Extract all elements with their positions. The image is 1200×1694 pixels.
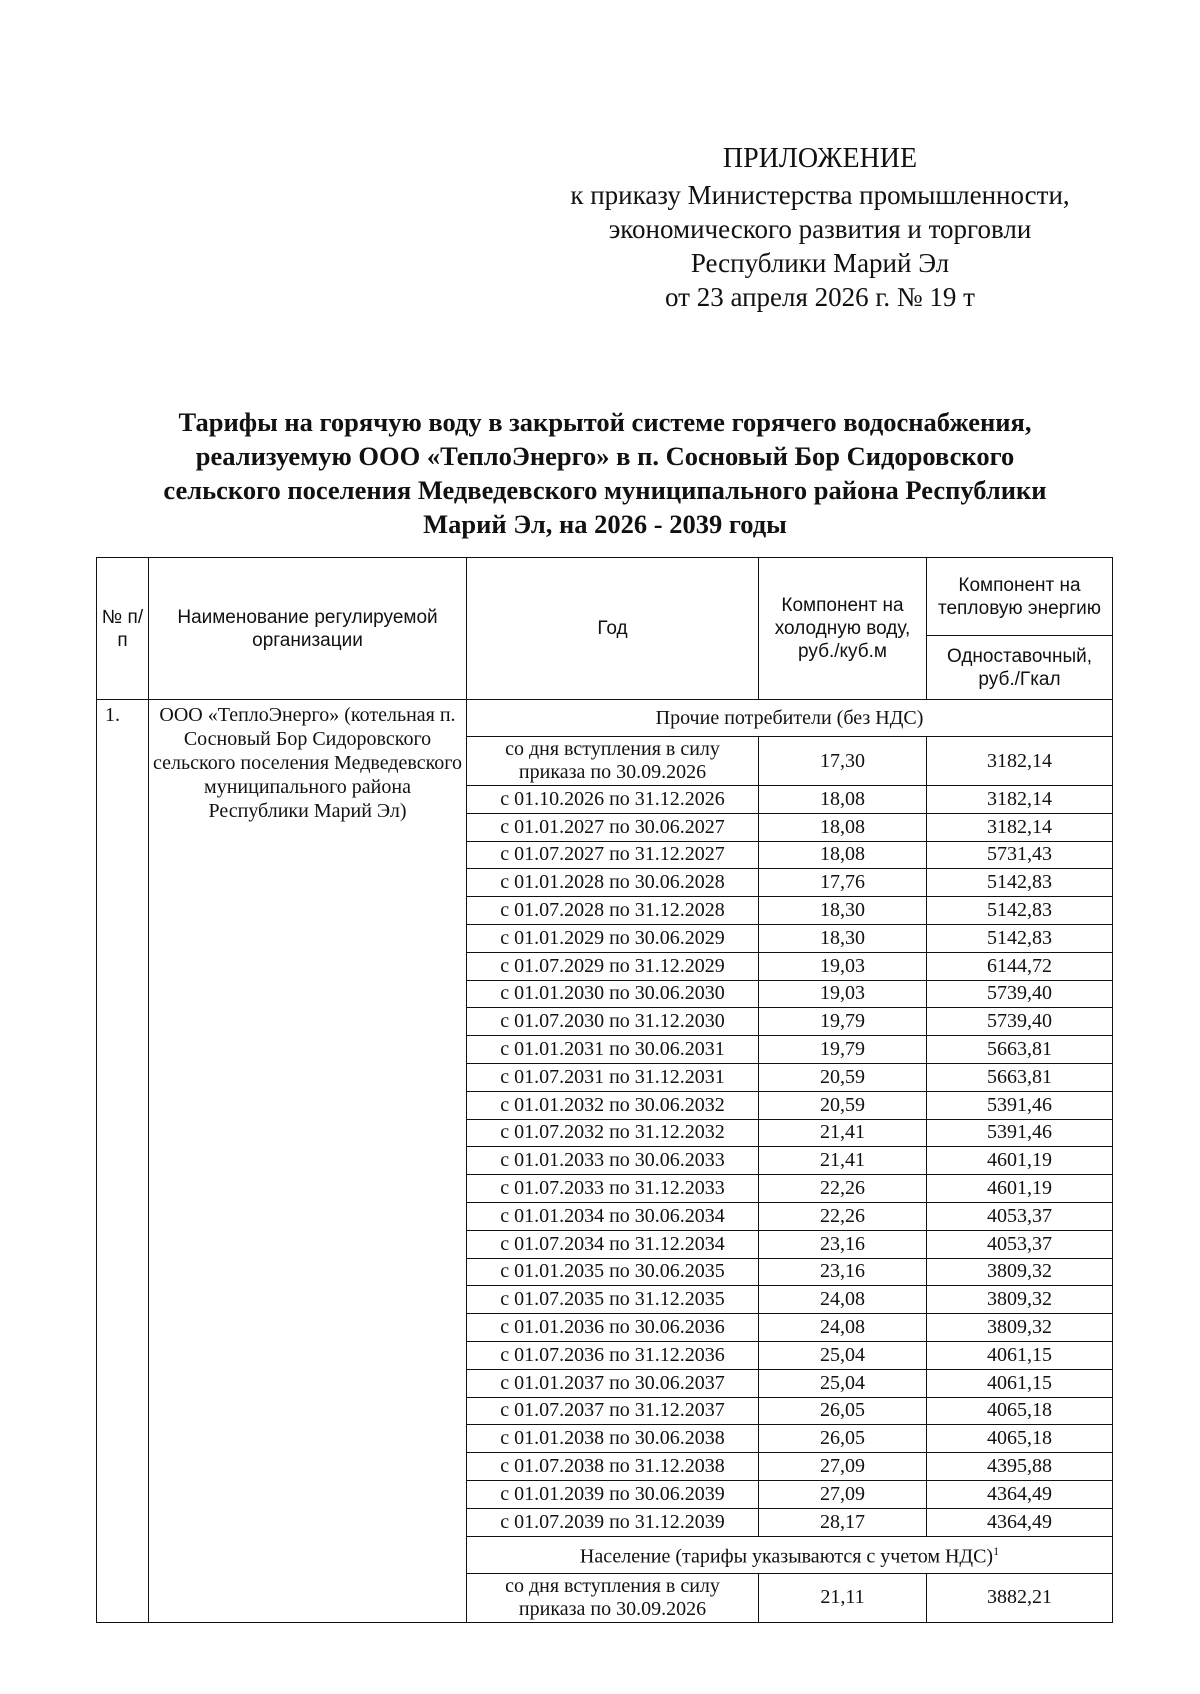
cold-water-cell: 19,03 (759, 980, 927, 1008)
footnote-marker: 1 (993, 1544, 1000, 1559)
document-title (130, 405, 1080, 541)
header-year: Год (467, 558, 759, 700)
period-cell: с 01.07.2034 по 31.12.2034 (467, 1230, 759, 1258)
row-number: 1. (97, 700, 149, 1623)
cold-water-cell: 23,16 (759, 1258, 927, 1286)
appendix-line-4: от 23 апреля 2026 г. № 19 т (665, 282, 975, 312)
cold-water-cell: 22,26 (759, 1202, 927, 1230)
heat-energy-cell: 5391,46 (927, 1091, 1113, 1119)
heat-energy-cell: 5391,46 (927, 1119, 1113, 1147)
period-cell: с 01.01.2032 по 30.06.2032 (467, 1091, 759, 1119)
cold-water-cell: 18,08 (759, 786, 927, 814)
cold-water-cell: 27,09 (759, 1453, 927, 1481)
cold-water-cell: 20,59 (759, 1091, 927, 1119)
heat-energy-cell: 5142,83 (927, 869, 1113, 897)
period-cell: с 01.07.2031 по 31.12.2031 (467, 1063, 759, 1091)
period-cell: с 01.07.2036 по 31.12.2036 (467, 1341, 759, 1369)
appendix-line-1: к приказу Министерства промышленности, (570, 180, 1070, 210)
heat-energy-cell: 4601,19 (927, 1175, 1113, 1203)
cold-water-cell: 21,11 (759, 1573, 927, 1622)
heat-energy-cell: 5731,43 (927, 841, 1113, 869)
heat-energy-cell: 3182,14 (927, 737, 1113, 786)
title-line-1: Тарифы на горячую воду в закрытой системе горячего водоснабжения, (178, 407, 1032, 437)
heat-energy-cell: 4053,37 (927, 1202, 1113, 1230)
cold-water-cell: 17,76 (759, 869, 927, 897)
cold-water-cell: 22,26 (759, 1175, 927, 1203)
cold-water-cell: 26,05 (759, 1425, 927, 1453)
cold-water-cell: 19,79 (759, 1036, 927, 1064)
title-line-3: сельского поселения Медведевского муниципального района Республики (163, 475, 1047, 505)
heat-energy-cell: 5739,40 (927, 1008, 1113, 1036)
period-cell: с 01.01.2031 по 30.06.2031 (467, 1036, 759, 1064)
heat-energy-cell: 4065,18 (927, 1425, 1113, 1453)
header-number: № п/п (97, 558, 149, 700)
heat-energy-cell: 3182,14 (927, 786, 1113, 814)
period-cell: с 01.07.2039 по 31.12.2039 (467, 1508, 759, 1536)
cold-water-cell: 17,30 (759, 737, 927, 786)
cold-water-cell: 18,30 (759, 897, 927, 925)
cold-water-cell: 18,30 (759, 924, 927, 952)
tariff-table (96, 557, 1113, 1623)
cold-water-cell: 24,08 (759, 1314, 927, 1342)
period-cell: с 01.07.2027 по 31.12.2027 (467, 841, 759, 869)
organization-name: ООО «ТеплоЭнерго» (котельная п. Сосновый Бор Сидоровского сельского поселения Медведевского муниципального района Республики Марий Эл) (149, 700, 467, 1623)
cold-water-cell: 25,04 (759, 1369, 927, 1397)
period-cell: с 01.10.2026 по 31.12.2026 (467, 786, 759, 814)
cold-water-cell: 21,41 (759, 1119, 927, 1147)
period-cell: с 01.07.2029 по 31.12.2029 (467, 952, 759, 980)
appendix-line-2: экономического развития и торговли (608, 214, 1032, 244)
heat-energy-cell: 4601,19 (927, 1147, 1113, 1175)
period-cell: с 01.01.2036 по 30.06.2036 (467, 1314, 759, 1342)
period-cell: с 01.01.2027 по 30.06.2027 (467, 813, 759, 841)
period-cell: с 01.01.2035 по 30.06.2035 (467, 1258, 759, 1286)
heat-energy-cell: 4364,49 (927, 1508, 1113, 1536)
heat-energy-cell: 4061,15 (927, 1369, 1113, 1397)
heat-energy-cell: 3809,32 (927, 1286, 1113, 1314)
period-cell: с 01.01.2038 по 30.06.2038 (467, 1425, 759, 1453)
cold-water-cell: 18,08 (759, 813, 927, 841)
period-cell: с 01.07.2033 по 31.12.2033 (467, 1175, 759, 1203)
period-cell: с 01.07.2035 по 31.12.2035 (467, 1286, 759, 1314)
heat-energy-cell: 3882,21 (927, 1573, 1113, 1622)
period-cell: с 01.07.2037 по 31.12.2037 (467, 1397, 759, 1425)
appendix-heading: ПРИЛОЖЕНИЕ (722, 143, 918, 174)
heat-energy-cell: 5739,40 (927, 980, 1113, 1008)
cold-water-cell: 27,09 (759, 1480, 927, 1508)
title-line-2: реализуемую ООО «ТеплоЭнерго» в п. Сосновый Бор Сидоровского (195, 441, 1015, 471)
heat-energy-cell: 5663,81 (927, 1036, 1113, 1064)
heat-energy-cell: 4065,18 (927, 1397, 1113, 1425)
cold-water-cell: 20,59 (759, 1063, 927, 1091)
section-population-label: Население (тарифы указываются с учетом НДС) (579, 1545, 994, 1568)
cold-water-cell: 23,16 (759, 1230, 927, 1258)
period-cell: с 01.01.2030 по 30.06.2030 (467, 980, 759, 1008)
period-cell: с 01.01.2034 по 30.06.2034 (467, 1202, 759, 1230)
title-line-4: Марий Эл, на 2026 - 2039 годы (423, 509, 787, 539)
cold-water-cell: 25,04 (759, 1341, 927, 1369)
heat-energy-cell: 5142,83 (927, 897, 1113, 925)
heat-energy-cell: 5142,83 (927, 924, 1113, 952)
cold-water-cell: 21,41 (759, 1147, 927, 1175)
heat-energy-cell: 5663,81 (927, 1063, 1113, 1091)
header-organization: Наименование регулируемой организации (149, 558, 467, 700)
appendix-block (560, 142, 1080, 314)
heat-energy-cell: 3809,32 (927, 1314, 1113, 1342)
header-cold-water: Компонент на холодную воду, руб./куб.м (759, 558, 927, 700)
cold-water-cell: 19,03 (759, 952, 927, 980)
heat-energy-cell: 4053,37 (927, 1230, 1113, 1258)
period-cell: со дня вступления в силу приказа по 30.09.2026 (467, 737, 759, 786)
cold-water-cell: 26,05 (759, 1397, 927, 1425)
period-cell: с 01.07.2030 по 31.12.2030 (467, 1008, 759, 1036)
cold-water-cell: 24,08 (759, 1286, 927, 1314)
heat-energy-cell: 3182,14 (927, 813, 1113, 841)
appendix-line-3: Республики Марий Эл (690, 248, 950, 278)
cold-water-cell: 19,79 (759, 1008, 927, 1036)
period-cell: с 01.01.2028 по 30.06.2028 (467, 869, 759, 897)
section-other-consumers: Прочие потребители (без НДС) (467, 700, 1113, 737)
heat-energy-cell: 4395,88 (927, 1453, 1113, 1481)
header-heat-single-rate: Одноставочный, руб./Гкал (927, 636, 1113, 700)
section-population (467, 1536, 1113, 1573)
heat-energy-cell: 3809,32 (927, 1258, 1113, 1286)
period-cell: с 01.01.2029 по 30.06.2029 (467, 924, 759, 952)
cold-water-cell: 28,17 (759, 1508, 927, 1536)
period-cell: с 01.01.2037 по 30.06.2037 (467, 1369, 759, 1397)
period-cell: с 01.07.2038 по 31.12.2038 (467, 1453, 759, 1481)
heat-energy-cell: 6144,72 (927, 952, 1113, 980)
heat-energy-cell: 4364,49 (927, 1480, 1113, 1508)
period-cell: с 01.07.2028 по 31.12.2028 (467, 897, 759, 925)
heat-energy-cell: 4061,15 (927, 1341, 1113, 1369)
tariff-table-body (97, 700, 1113, 1623)
period-cell: с 01.07.2032 по 31.12.2032 (467, 1119, 759, 1147)
period-cell: со дня вступления в силу приказа по 30.09.2026 (467, 1573, 759, 1622)
period-cell: с 01.01.2033 по 30.06.2033 (467, 1147, 759, 1175)
header-heat-energy: Компонент на тепловую энергию (927, 558, 1113, 636)
period-cell: с 01.01.2039 по 30.06.2039 (467, 1480, 759, 1508)
cold-water-cell: 18,08 (759, 841, 927, 869)
